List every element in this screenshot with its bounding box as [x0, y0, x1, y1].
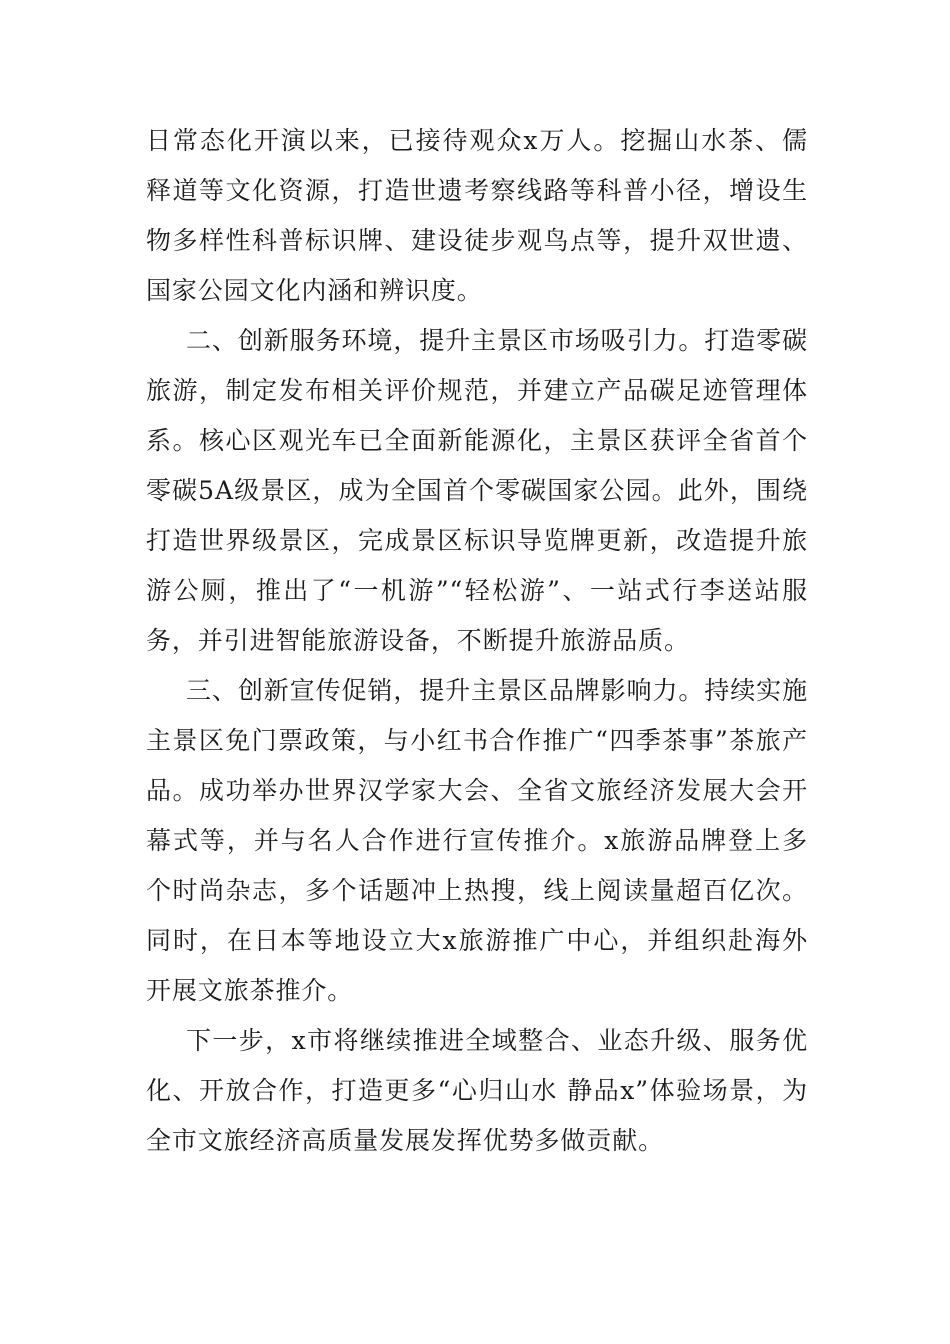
- paragraph-service-environment: 二、创新服务环境，提升主景区市场吸引力。打造零碳旅游，制定发布相关评价规范，并建立产品碳足迹管理体系。核心区观光车已全面新能源化，主景区获评全省首个零碳5A级景区，成为全国首个零碳国家公园。此外，围绕打造世界级景区，完成景区标识导览牌更新，改造提升旅游公厕，推出了“一机游”“轻松游”、一站式行李送站服务，并引进智能旅游设备，不断提升旅游品质。: [146, 326, 808, 655]
- document-body: [146, 116, 808, 1166]
- paragraph-promotion: 三、创新宣传促销，提升主景区品牌影响力。持续实施主景区免门票政策，与小红书合作推广“四季茶事”茶旅产品。成功举办世界汉学家大会、全省文旅经济发展大会开幕式等，并与名人合作进行宣传推介。x旅游品牌登上多个时尚杂志，多个话题冲上热搜，线上阅读量超百亿次。同时，在日本等地设立大x旅游推广中心，并组织赴海外开展文旅茶推介。: [146, 676, 808, 1005]
- paragraph-next-steps: 下一步，x市将继续推进全域整合、业态升级、服务优化、开放合作，打造更多“心归山水 静品x”体验场景，为全市文旅经济高质量发展发挥优势多做贡献。: [146, 1026, 808, 1155]
- paragraph-continuation: 日常态化开演以来，已接待观众x万人。挖掘山水茶、儒释道等文化资源，打造世遗考察线路等科普小径，增设生物多样性科普标识牌、建设徒步观鸟点等，提升双世遗、国家公园文化内涵和辨识度。: [146, 126, 808, 305]
